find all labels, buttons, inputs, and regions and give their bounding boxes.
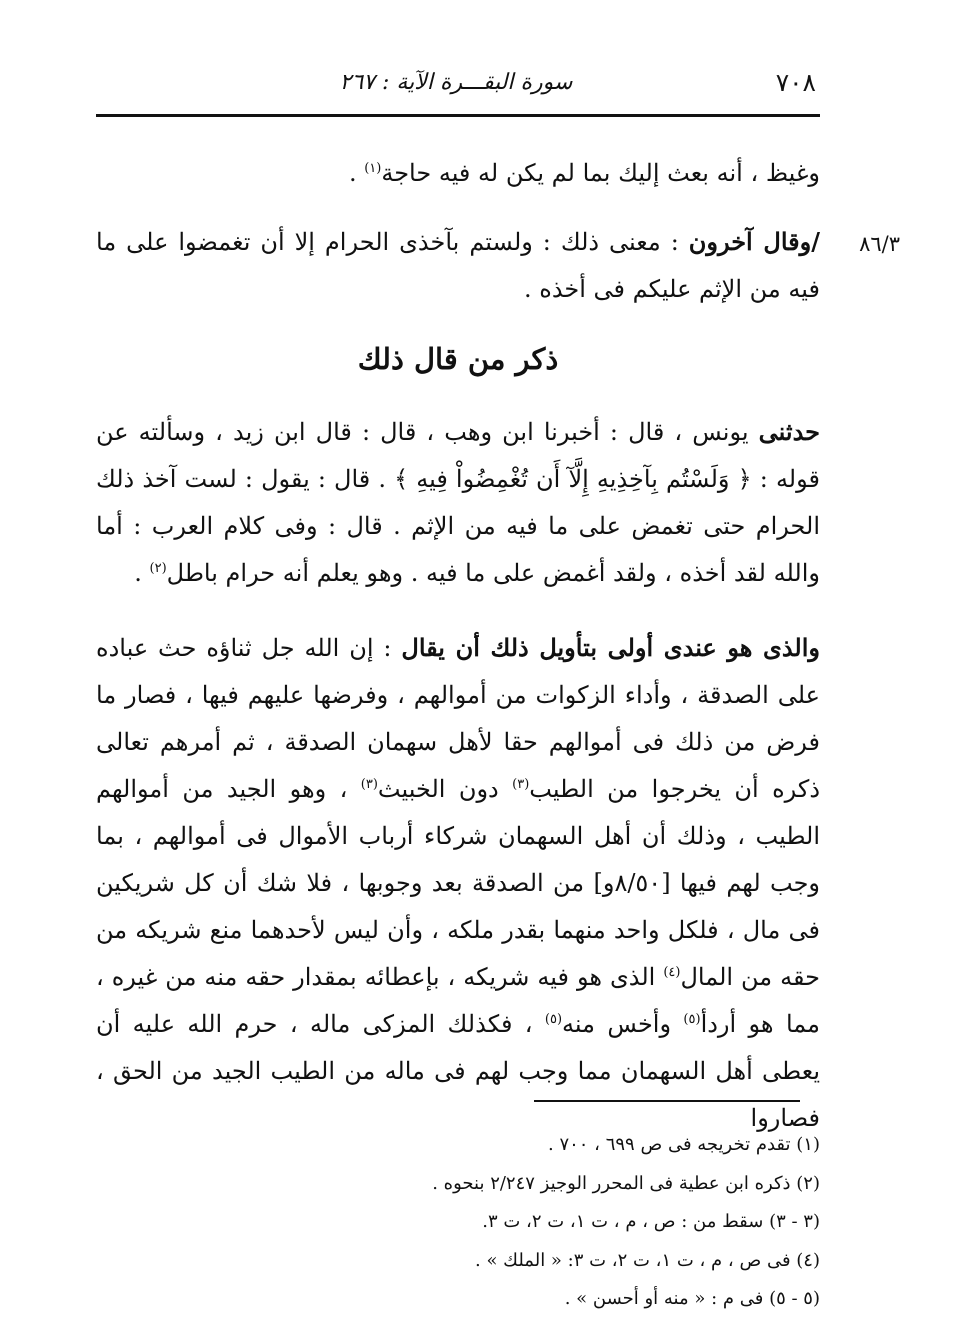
footnote-3: (٣ - ٣) سقط من : ص ، م ، ت ١، ت ٢، ت ٣. xyxy=(482,1211,820,1232)
footnote-ref-4: (٤) xyxy=(663,965,681,980)
footnote-4: (٤) فى ص ، م ، ت ١، ت ٢، ت ٣: « الملك » . xyxy=(475,1249,820,1271)
paragraph-author-view xyxy=(96,624,820,1142)
running-title: سورة البقـــرة الآية : ٢٦٧ xyxy=(339,70,573,95)
footnote-ref-5-end: (٥) xyxy=(544,1012,563,1027)
paragraph-lead: حدثنى xyxy=(758,417,820,446)
intro-end: . xyxy=(348,159,365,187)
paragraph-text: يونس ، قال : أخبرنا ابن وهب ، قال : قال ابن زيد ، وسألته عن قوله : ﴿ وَلَسْتُم بِآخِذِيهِ إِلَّآ أَن تُغْمِضُواْ فِيهِ ﴾ . قال : يقول : لست آخذ ذلك الحرام حتى تغمض على ما فيه من الإثم . قال : وفى كلام العرب : أما والله لقد أخذه ، ولقد أغمض على ما فيه . وهو يعلم أنه حرام باطل xyxy=(96,418,820,587)
paragraph-lead: /وقال آخرون xyxy=(688,227,820,256)
footnote-divider xyxy=(534,1100,800,1102)
paragraph-other-view xyxy=(96,218,820,313)
footnote-ref-1: (١) xyxy=(364,161,382,176)
paragraph-text-a: : إن الله جل ثناؤه حث عباده على الصدقة ، وأداء الزكوات من أموالهم ، وفرضها عليهم فيها ، فصار ما فرض من ذلك فى أموالهم حقا لأهل سهمان الصدقة ، ثم أمرهم تعالى ذكره أن يخرجوا من الطيب xyxy=(96,634,821,803)
page-number: ٧٠٨ xyxy=(775,68,816,97)
paragraph-lead: والذى هو عندى أولى بتأويل ذلك أن يقال xyxy=(401,633,820,662)
footnote-5: (٥ - ٥) فى م : « منه أو أحسن » . xyxy=(564,1288,820,1309)
paragraph-text: : معنى ذلك : ولستم بآخذى الحرام إلا أن تغمضوا على ما فيه من الإثم عليكم فى أخذه . xyxy=(96,228,820,303)
footnotes xyxy=(300,1126,820,1319)
paragraph-text-b: دون الخبيث xyxy=(377,775,513,803)
footnote-ref-3-start: (٣) xyxy=(512,777,530,792)
paragraph-text-f: ، فكذلك المزكى ماله ، حرم الله عليه أن يعطى أهل السهمان مما وجب لهم فى ماله من الطيب الجيد من الحق ، فصاروا xyxy=(96,1010,820,1132)
footnote-ref-3-end: (٣) xyxy=(360,777,378,792)
intro-text: وغيظ ، أنه بعث إليك بما لم يكن له فيه حاجة xyxy=(381,159,820,187)
section-heading: ذكر من قال ذلك xyxy=(357,342,559,376)
paragraph-text-d: الذى هو فيه شريكه ، بإعطائه بمقدار حقه منه من غيره ، مما هو أردأ xyxy=(96,963,820,1038)
header-divider xyxy=(96,114,820,117)
manuscript-margin-note: ٨٦/٣ xyxy=(859,232,900,256)
paragraph-text-e: وأخس منه xyxy=(562,1010,684,1038)
running-header xyxy=(96,62,816,102)
footnote-ref-5-start: (٥) xyxy=(683,1012,701,1027)
footnote-ref-2: (٢) xyxy=(149,561,167,576)
intro-paragraph xyxy=(96,150,820,197)
paragraph-end: . xyxy=(134,559,150,587)
footnote-1: (١) تقدم تخريجه فى ص ٦٩٩ ، ٧٠٠ . xyxy=(547,1134,820,1155)
paragraph-text-c: ، وهو الجيد من أموالهم الطيب ، وذلك أن أهل السهمان شركاء أرباب الأموال فى أموالهم ، بما وجب لهم فيها [٨/٥٠و] من الصدقة بعد وجوبها ، فلا شك أن كل شريكين فى مال ، فلكل واحد منهما بقدر ملكه ، وأن ليس لأحدهما منع شريكه من حقه من المال xyxy=(96,775,820,991)
footnote-2: (٢) ذكره ابن عطية فى المحرر الوجيز ٢/٢٤٧ بنحوه . xyxy=(432,1172,820,1194)
paragraph-narration xyxy=(96,408,820,597)
